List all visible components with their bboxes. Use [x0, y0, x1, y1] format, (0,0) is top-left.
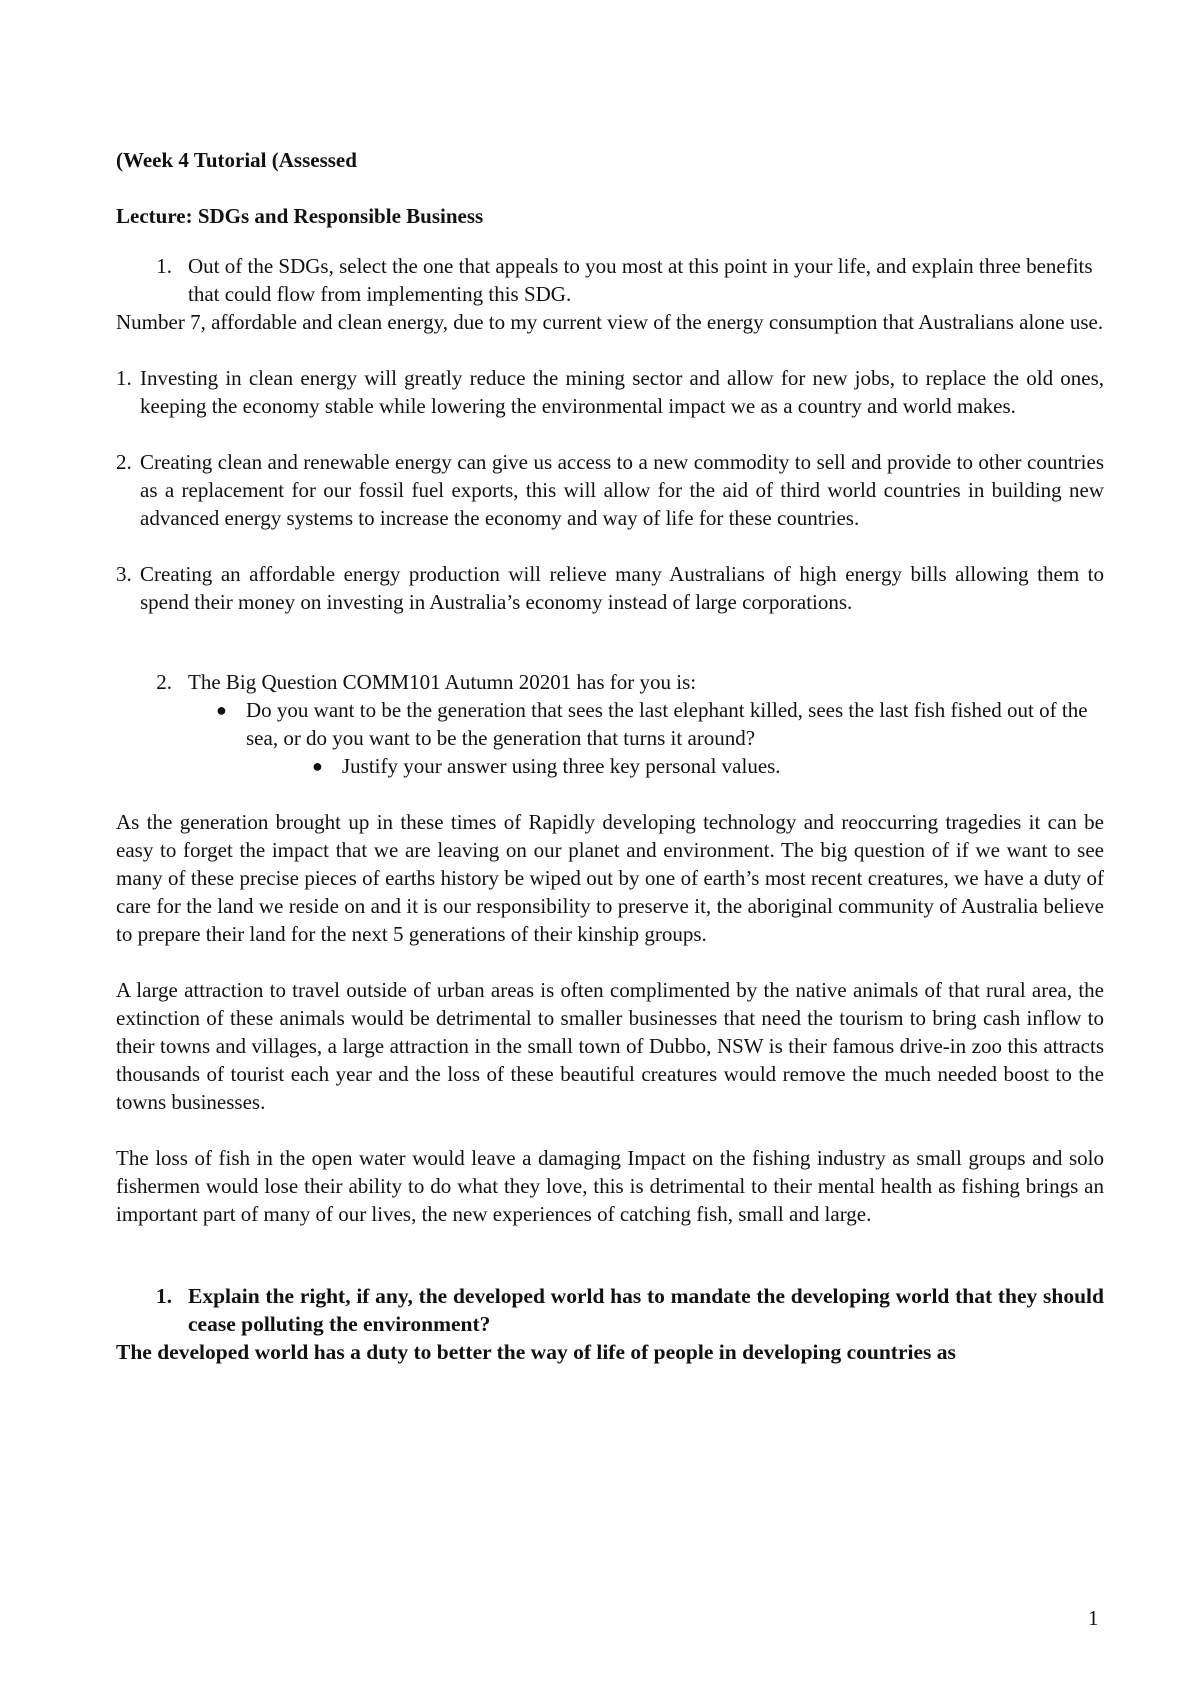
question-2-bullet — [116, 696, 1104, 752]
bullet-icon: ● — [312, 756, 323, 776]
document-body — [116, 146, 1104, 1366]
benefit-item — [116, 560, 1104, 616]
benefit-item — [116, 364, 1104, 420]
answer-paragraph: A large attraction to travel outside of urban areas is often complimented by the native animals of that rural area, the extinction of these animals would be detrimental to smaller businesses that need the tourism to bring cash inflow to their towns and villages, a large attraction in the small town of Dubbo, NSW is their famous drive-in zoo this attracts thousands of tourist each year and the loss of these beautiful creatures would remove the much needed boost to the towns businesses. — [116, 978, 1104, 1114]
question-1-number: 1. — [156, 254, 172, 278]
question-1-answer: Number 7, affordable and clean energy, due to my current view of the energy consumption that Australians alone use. — [116, 310, 1104, 334]
document-title: (Week 4 Tutorial (Assessed — [116, 148, 357, 172]
bullet-text: Do you want to be the generation that sees the last elephant killed, sees the last fish fished out of the sea, or do you want to be the generation that turns it around? — [246, 698, 1088, 750]
benefit-item — [116, 448, 1104, 532]
question-1-text: Out of the SDGs, select the one that appeals to you most at this point in your life, and explain three benefits that could flow from implementing this SDG. — [188, 254, 1093, 306]
page-number: 1 — [1088, 1606, 1099, 1630]
answer-paragraph: The loss of fish in the open water would leave a damaging Impact on the fishing industry as small groups and solo fishermen would lose their ability to do what they love, this is detrimental to their mental health as fishing brings an important part of many of our lives, the new experiences of catching fish, small and large. — [116, 1146, 1104, 1226]
question-2-sub-bullet — [116, 752, 1104, 780]
lecture-heading: Lecture: SDGs and Responsible Business — [116, 204, 484, 228]
bullet-icon: ● — [216, 700, 227, 720]
benefit-number: 1. — [116, 366, 132, 390]
sub-bullet-text: Justify your answer using three key personal values. — [342, 754, 781, 778]
question-2 — [116, 668, 1104, 696]
question-3-text: Explain the right, if any, the developed world has to mandate the developing world that they should cease polluting the environment? — [188, 1284, 1104, 1336]
benefits-list — [116, 364, 1104, 616]
question-2-text: The Big Question COMM101 Autumn 20201 has for you is: — [188, 670, 697, 694]
answer-paragraph: As the generation brought up in these times of Rapidly developing technology and reoccurring tragedies it can be easy to forget the impact that we are leaving on our planet and environment. The big question of if we want to see many of these precise pieces of earths history be wiped out by one of earth’s most recent creatures, we have a duty of care for the land we reside on and it is our responsibility to preserve it, the aboriginal community of Australia believe to prepare their land for the next 5 generations of their kinship groups. — [116, 810, 1104, 946]
question-3-answer: The developed world has a duty to better the way of life of people in developing countries as — [116, 1340, 956, 1364]
benefit-text: Investing in clean energy will greatly reduce the mining sector and allow for new jobs, to replace the old ones, keeping the economy stable while lowering the environmental impact we as a country and world makes. — [140, 366, 1104, 418]
question-2-number: 2. — [156, 670, 172, 694]
question-3 — [116, 1282, 1104, 1338]
benefit-text: Creating clean and renewable energy can give us access to a new commodity to sell and provide to other countries as a replacement for our fossil fuel exports, this will allow for the aid of third world countries in building new advanced energy systems to increase the economy and way of life for these countries. — [140, 450, 1104, 530]
question-1 — [116, 252, 1104, 308]
benefit-number: 3. — [116, 562, 132, 586]
question-3-number: 1. — [155, 1284, 172, 1308]
benefit-number: 2. — [116, 450, 132, 474]
benefit-text: Creating an affordable energy production will relieve many Australians of high energy bills allowing them to spend their money on investing in Australia’s economy instead of large corporations. — [140, 562, 1104, 614]
